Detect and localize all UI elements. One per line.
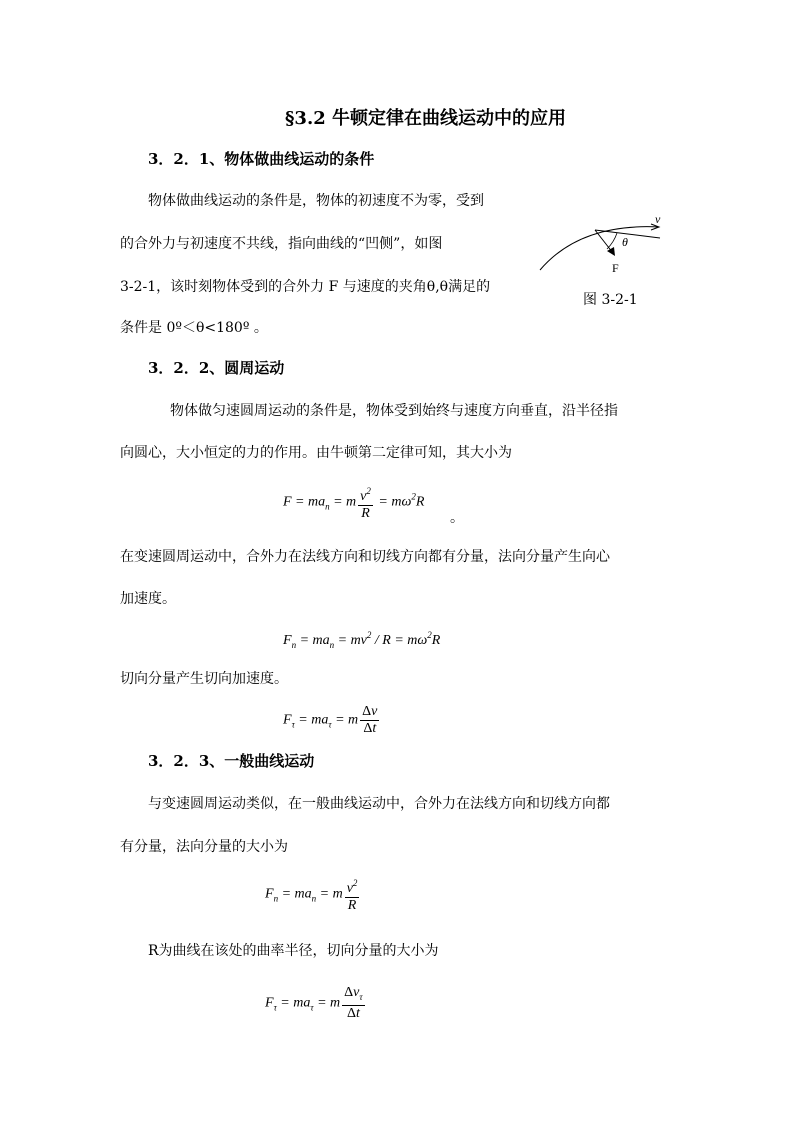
equation-general-tangential-force: $F_\tau = ma_\tau = m$ $\frac{\Delta v_\tau}{\Delta t}$ <box>265 985 363 1021</box>
equation-general-normal-force: $F_n = ma_n = m$ $\frac{v^2}{R}$ <box>265 875 361 914</box>
s1-paragraph-line-1: 物体做曲线运动的条件是，物体的初速度不为零，受到 <box>148 193 484 209</box>
s1-paragraph-line-2: 的合外力与初速度不共线，指向曲线的“凹侧”，如图 <box>120 236 443 252</box>
s1-paragraph-line-3: 3-2-1，该时刻物体受到的合外力 F 与速度的夹角θ,θ满足的 <box>120 279 491 295</box>
page-title: §3.2 牛顿定律在曲线运动中的应用 <box>285 108 566 129</box>
equation-normal-force: $F_n = ma_n = mv^2 / R = m\omega^2R$ <box>283 630 441 650</box>
equation-end-mark: 。 <box>450 510 464 526</box>
curve-path <box>540 227 659 270</box>
s1-paragraph-line-4: 条件是 0º＜θ<180º 。 <box>120 320 268 336</box>
label-F: F <box>612 261 619 275</box>
section-heading-3-2-3: 3．2．3、一般曲线运动 <box>148 752 315 770</box>
section-heading-3-2-1: 3．2．1、物体做曲线运动的条件 <box>148 150 375 168</box>
s2-paragraph-line-2: 向圆心，大小恒定的力的作用。由牛顿第二定律可知，其大小为 <box>120 445 512 461</box>
s3-paragraph-line-1: 与变速圆周运动类似，在一般曲线运动中，合外力在法线方向和切线方向都 <box>148 796 610 812</box>
figure-3-2-1 <box>535 205 675 280</box>
figure-caption: 图 3-2-1 <box>583 292 638 308</box>
s3-paragraph-line-2: 有分量，法向分量的大小为 <box>120 839 288 855</box>
label-v: v <box>655 212 661 226</box>
equation-centripetal-force: $F = ma_n = m$ $\frac{v^2}{R}$ = $m\omega^2R$ <box>283 483 424 522</box>
s2-paragraph-line-5: 切向分量产生切向加速度。 <box>120 671 288 687</box>
equation-tangential-force: $F_\tau = ma_\tau = m$ $\frac{\Delta v}{\Delta t}$ <box>283 704 378 736</box>
s2-paragraph-line-4: 加速度。 <box>120 591 176 607</box>
s2-paragraph-line-1: 物体做匀速圆周运动的条件是，物体受到始终与速度方向垂直，沿半径指 <box>170 403 618 419</box>
force-arrowhead <box>607 247 615 256</box>
label-theta: θ <box>622 235 628 249</box>
section-heading-3-2-2: 3．2．2、圆周运动 <box>148 359 285 377</box>
s2-paragraph-line-3: 在变速圆周运动中，合外力在法线方向和切线方向都有分量，法向分量产生向心 <box>120 549 610 565</box>
s3-paragraph-line-3: R为曲线在该处的曲率半径，切向分量的大小为 <box>148 943 439 959</box>
